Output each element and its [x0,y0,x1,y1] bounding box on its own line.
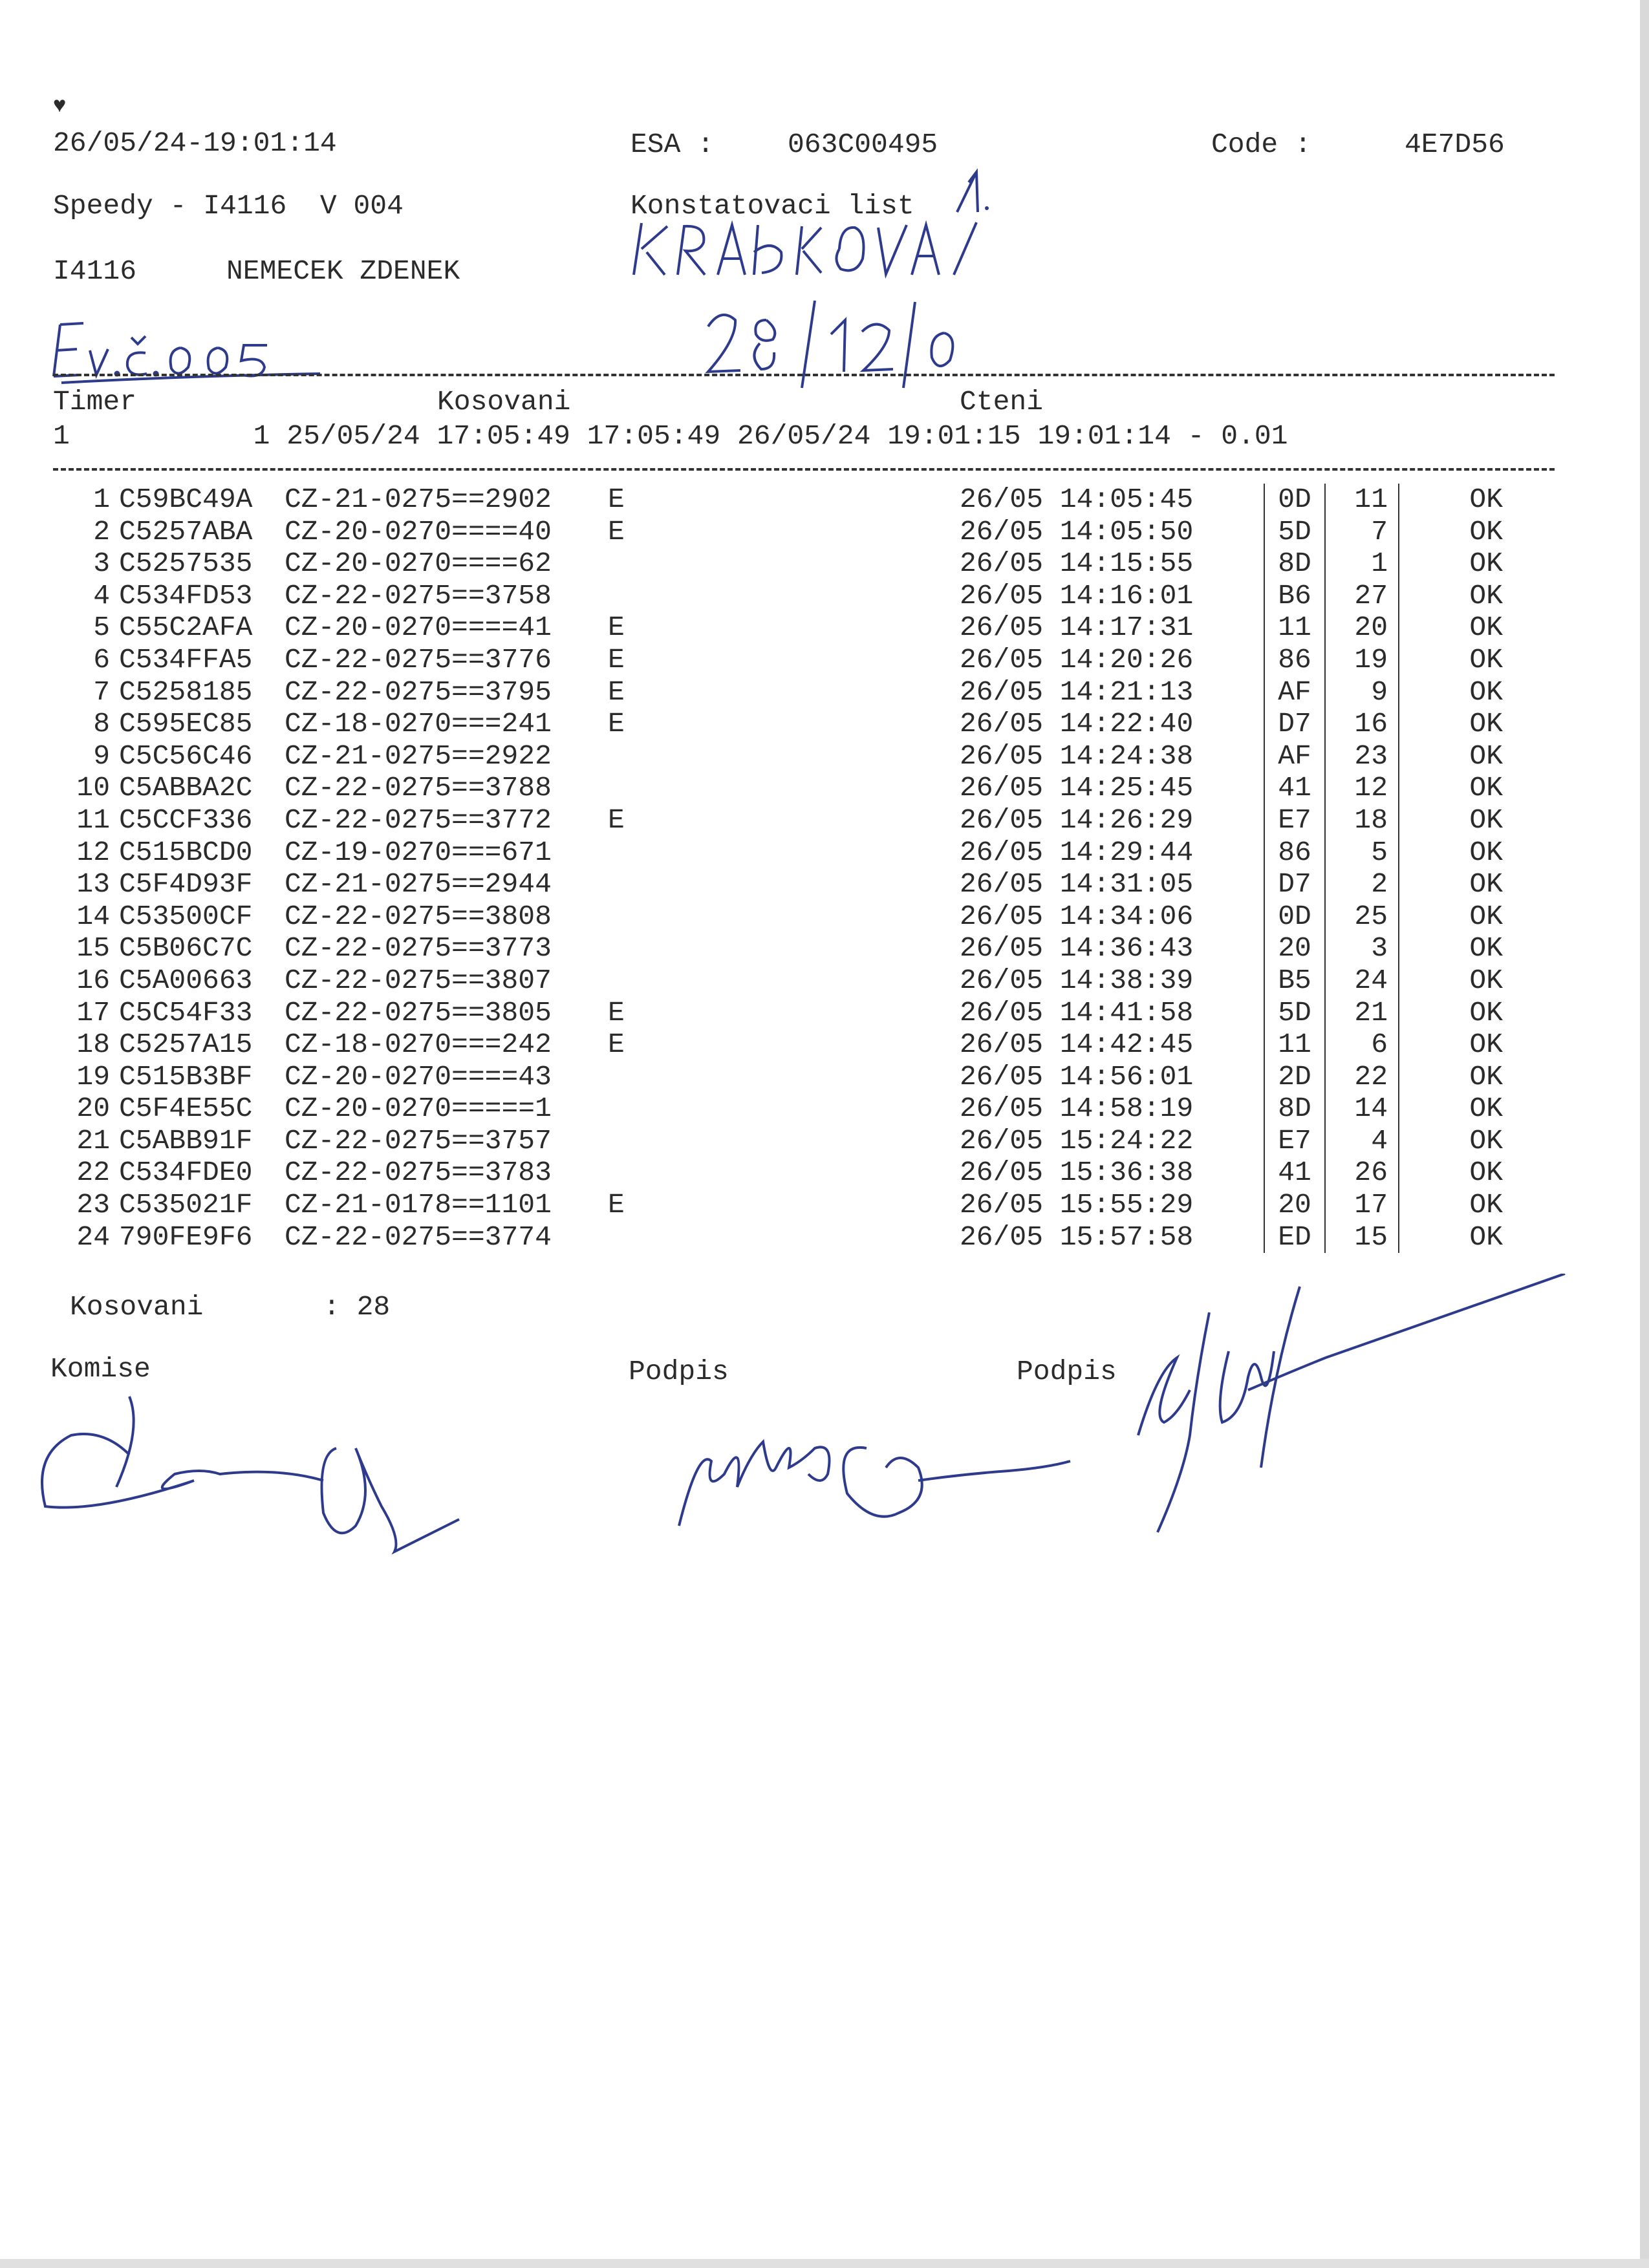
ring-number: CZ-18-0270===242 [285,1029,552,1061]
row-number: 11 [76,804,110,836]
ring-number: CZ-22-0275==3776 [285,643,552,676]
status: OK [1469,868,1503,901]
transponder-id: C5ABBA2C [119,772,253,804]
hex-code: 0D [1264,484,1325,516]
scan-edge-right [1640,0,1649,2268]
ring-number: CZ-20-0270====41 [285,612,552,644]
spacer [647,837,960,869]
kosovani-total-label: Kosovani [70,1291,204,1323]
spacer [647,612,960,644]
arrival-time: 26/05 14:17:31 [960,612,1194,644]
code-label: Code : [1211,129,1311,160]
row-number: 23 [76,1189,110,1221]
hex-code: 8D [1264,548,1325,580]
status: OK [1469,932,1503,965]
spacer [647,932,960,965]
row-number: 19 [76,1060,110,1093]
table-row [58,1157,1503,1189]
hex-code: 41 [1264,772,1325,804]
status: OK [1469,740,1503,772]
table-row [58,1093,1503,1125]
arrival-time: 26/05 14:29:44 [960,836,1194,868]
position: 11 [1325,484,1399,516]
transponder-id: C5A00663 [119,964,253,996]
arrival-time: 26/05 14:16:01 [960,579,1194,612]
table-row [58,901,1503,933]
ring-number: CZ-20-0270=====1 [285,1093,552,1125]
ring-number: CZ-22-0275==3807 [285,964,552,996]
ring-number: CZ-22-0275==3805 [285,996,552,1029]
table-row [58,740,1503,773]
status: OK [1469,1029,1503,1061]
spacer [647,644,960,676]
transponder-id: C5257A15 [119,1029,253,1061]
signature-podpis-1 [673,1396,1073,1565]
handwritten-place [627,213,989,284]
owner-name: NEMECEK ZDENEK [226,255,460,287]
hex-code: 86 [1264,644,1325,676]
heart-icon: ♥ [53,94,67,119]
arrival-time: 26/05 14:25:45 [960,772,1194,804]
position: 20 [1325,612,1399,644]
table-row [58,1061,1503,1093]
transponder-id: C515B3BF [119,1060,253,1093]
print-datetime: 26/05/24-19:01:14 [53,127,337,159]
flag [608,740,647,773]
flag: E [608,708,625,740]
position: 7 [1325,516,1399,548]
arrival-time: 26/05 14:56:01 [960,1060,1194,1093]
spacer [647,901,960,933]
transponder-id: 790FE9F6 [119,1221,253,1253]
transponder-id: C55C2AFA [119,612,253,644]
spacer [647,1221,960,1254]
ring-number: CZ-22-0275==3774 [285,1221,552,1253]
row-number: 8 [93,708,110,740]
arrival-time: 26/05 14:05:45 [960,484,1194,515]
position: 5 [1325,837,1399,869]
position: 25 [1325,901,1399,933]
table-row [58,708,1503,740]
spacer [647,1029,960,1061]
arrival-time: 26/05 14:20:26 [960,643,1194,676]
table-row [58,580,1503,612]
row-number: 20 [76,1093,110,1125]
arrival-time: 26/05 14:36:43 [960,932,1194,965]
row-number: 10 [76,772,110,804]
table-row [58,804,1503,837]
position: 24 [1325,965,1399,997]
flag: E [608,1029,625,1061]
spacer [647,868,960,901]
ring-number: CZ-21-0275==2902 [285,484,552,515]
separator-top [53,374,1555,376]
ring-number: CZ-20-0270====43 [285,1060,552,1093]
row-number: 3 [93,548,110,580]
spacer [647,708,960,740]
spacer [647,997,960,1029]
ring-number: CZ-22-0275==3808 [285,900,552,932]
position: 6 [1325,1029,1399,1061]
ring-number: CZ-20-0270====40 [285,515,552,548]
position: 1 [1325,548,1399,580]
position: 3 [1325,932,1399,965]
timer-line: 1 1 25/05/24 17:05:49 17:05:49 26/05/24 19:01:15 19:01:14 - 0.01 [53,420,1288,452]
status: OK [1469,708,1503,740]
arrival-time: 26/05 14:41:58 [960,996,1194,1029]
transponder-id: C534FDE0 [119,1157,253,1189]
arrival-time: 26/05 14:38:39 [960,964,1194,996]
hex-code: 11 [1264,1029,1325,1061]
ring-number: CZ-22-0275==3795 [285,676,552,708]
hex-code: AF [1264,676,1325,709]
row-number: 1 [93,484,110,515]
status: OK [1469,900,1503,932]
position: 27 [1325,580,1399,612]
code-value: 4E7D56 [1405,129,1505,160]
status: OK [1469,1157,1503,1189]
table-row [58,644,1503,676]
flag: E [608,996,625,1029]
row-number: 22 [76,1157,110,1189]
transponder-id: C535021F [119,1189,253,1221]
esa-label: ESA : [630,129,715,160]
table-row [58,1221,1503,1254]
row-number: 12 [76,836,110,868]
ring-number: CZ-19-0270===671 [285,836,552,868]
arrival-time: 26/05 14:34:06 [960,900,1194,932]
ring-number: CZ-21-0275==2922 [285,740,552,772]
podpis-label-2: Podpis [1017,1356,1117,1387]
hex-code: 0D [1264,901,1325,933]
status: OK [1469,579,1503,612]
hex-code: E7 [1264,804,1325,837]
spacer [647,1125,960,1157]
row-number: 4 [93,579,110,612]
spacer [647,1061,960,1093]
hex-code: D7 [1264,868,1325,901]
transponder-id: C515BCD0 [119,836,253,868]
position: 15 [1325,1221,1399,1254]
spacer [647,772,960,804]
position: 22 [1325,1061,1399,1093]
row-number: 6 [93,643,110,676]
flag: E [608,804,625,836]
flag: E [608,612,625,644]
transponder-id: C5F4D93F [119,868,253,901]
kosovani-label: Kosovani [437,386,571,418]
transponder-id: C5F4E55C [119,1093,253,1125]
position: 26 [1325,1157,1399,1189]
position: 18 [1325,804,1399,837]
position: 14 [1325,1093,1399,1125]
kosovani-total-value: : 28 [323,1291,391,1323]
spacer [647,1093,960,1125]
document-title: Konstatovaci list [630,190,914,222]
ring-number: CZ-22-0275==3757 [285,1124,552,1157]
table-row [58,932,1503,965]
flag [608,901,647,933]
spacer [647,676,960,709]
ring-number: CZ-21-0275==2944 [285,868,552,901]
table-row [58,965,1503,997]
arrival-time: 26/05 14:05:50 [960,515,1194,548]
signature-komise [32,1390,485,1584]
hex-code: E7 [1264,1125,1325,1157]
results-table [58,484,1503,1253]
hex-code: 86 [1264,837,1325,869]
spacer [647,804,960,837]
status: OK [1469,1189,1503,1221]
hex-code: B6 [1264,580,1325,612]
arrival-time: 26/05 14:21:13 [960,676,1194,708]
ring-number: CZ-22-0275==3772 [285,804,552,836]
hex-code: D7 [1264,708,1325,740]
hex-code: 11 [1264,612,1325,644]
position: 17 [1325,1189,1399,1221]
transponder-id: C595EC85 [119,708,253,740]
table-row [58,548,1503,580]
row-number: 21 [76,1124,110,1157]
status: OK [1469,996,1503,1029]
table-row [58,868,1503,901]
hex-code: 5D [1264,997,1325,1029]
status: OK [1469,836,1503,868]
flag [608,548,647,580]
flag [608,772,647,804]
podpis-label-1: Podpis [629,1356,729,1387]
flag [608,1125,647,1157]
status: OK [1469,515,1503,548]
transponder-id: C5B06C7C [119,932,253,965]
spacer [647,580,960,612]
arrival-time: 26/05 15:57:58 [960,1221,1194,1253]
ring-number: CZ-22-0275==3773 [285,932,552,965]
row-number: 2 [93,515,110,548]
table-row [58,612,1503,644]
position: 12 [1325,772,1399,804]
hex-code: B5 [1264,965,1325,997]
flag: E [608,676,625,708]
row-number: 7 [93,676,110,708]
table-row [58,1125,1503,1157]
status: OK [1469,643,1503,676]
row-number: 13 [76,868,110,901]
arrival-time: 26/05 14:24:38 [960,740,1194,772]
status: OK [1469,964,1503,996]
table-row [58,837,1503,869]
position: 23 [1325,740,1399,773]
table-row [58,772,1503,804]
table-row [58,1189,1503,1221]
status: OK [1469,1093,1503,1125]
flag: E [608,1189,625,1221]
flag [608,1157,647,1189]
arrival-time: 26/05 14:22:40 [960,708,1194,740]
ring-number: CZ-22-0275==3783 [285,1157,552,1189]
flag: E [608,484,625,515]
hex-code: 41 [1264,1157,1325,1189]
arrival-time: 26/05 15:55:29 [960,1189,1194,1221]
flag [608,868,647,901]
row-number: 9 [93,740,110,772]
transponder-id: C534FFA5 [119,643,253,676]
status: OK [1469,1060,1503,1093]
ring-number: CZ-20-0270====62 [285,548,552,580]
arrival-time: 26/05 14:15:55 [960,548,1194,580]
row-number: 17 [76,996,110,1029]
transponder-id: C5257ABA [119,515,253,548]
transponder-id: C53500CF [119,900,253,932]
flag: E [608,643,625,676]
flag [608,965,647,997]
flag [608,1221,647,1254]
row-number: 14 [76,900,110,932]
arrival-time: 26/05 14:58:19 [960,1093,1194,1125]
position: 19 [1325,644,1399,676]
status: OK [1469,1124,1503,1157]
esa-value: 063C00495 [788,129,938,160]
hex-code: ED [1264,1221,1325,1254]
flag [608,1093,647,1125]
row-number: 18 [76,1029,110,1061]
arrival-time: 26/05 15:36:38 [960,1157,1194,1189]
hex-code: 5D [1264,516,1325,548]
table-row [58,484,1503,516]
transponder-id: C5257535 [119,548,253,580]
table-row [58,1029,1503,1061]
spacer [647,548,960,580]
table-row [58,997,1503,1029]
transponder-id: C59BC49A [119,484,253,515]
row-number: 24 [76,1221,110,1253]
status: OK [1469,548,1503,580]
flag [608,932,647,965]
position: 21 [1325,997,1399,1029]
timer-label: Timer [53,386,137,418]
cteni-label: Cteni [960,386,1044,418]
arrival-time: 26/05 14:42:45 [960,1029,1194,1061]
transponder-id: C5ABB91F [119,1124,253,1157]
spacer [647,1189,960,1221]
status: OK [1469,484,1503,515]
status: OK [1469,612,1503,644]
flag: E [608,515,625,548]
transponder-id: C5C54F33 [119,996,253,1029]
status: OK [1469,676,1503,708]
status: OK [1469,772,1503,804]
position: 2 [1325,868,1399,901]
transponder-id: C5258185 [119,676,253,708]
separator-bottom [53,468,1555,471]
position: 4 [1325,1125,1399,1157]
spacer [647,740,960,773]
spacer [647,484,960,516]
arrival-time: 26/05 14:26:29 [960,804,1194,836]
hex-code: 20 [1264,932,1325,965]
table-row [58,516,1503,548]
transponder-id: C5C56C46 [119,740,253,772]
device-info: Speedy - I4116 V 004 [53,190,404,222]
status: OK [1469,1221,1503,1253]
hex-code: 20 [1264,1189,1325,1221]
flag [608,580,647,612]
spacer [647,1157,960,1189]
hex-code: 8D [1264,1093,1325,1125]
position: 9 [1325,676,1399,709]
arrival-time: 26/05 15:24:22 [960,1124,1194,1157]
transponder-id: C5CCF336 [119,804,253,836]
flag [608,1061,647,1093]
row-number: 16 [76,964,110,996]
flag [608,837,647,869]
table-row [58,676,1503,709]
komise-label: Komise [50,1353,151,1385]
ring-number: CZ-18-0270===241 [285,708,552,740]
transponder-id: C534FD53 [119,579,253,612]
ring-number: CZ-22-0275==3788 [285,772,552,804]
ring-number: CZ-22-0275==3758 [285,579,552,612]
arrival-time: 26/05 14:31:05 [960,868,1194,901]
scan-edge-bottom [0,2259,1649,2268]
handwritten-date [702,294,986,391]
position: 16 [1325,708,1399,740]
signature-podpis-2 [1080,1274,1571,1545]
status: OK [1469,804,1503,836]
hex-code: AF [1264,740,1325,773]
owner-id: I4116 [53,255,137,287]
hex-code: 2D [1264,1061,1325,1093]
row-number: 15 [76,932,110,965]
spacer [647,516,960,548]
ring-number: CZ-21-0178==1101 [285,1189,552,1221]
row-number: 5 [93,612,110,644]
spacer [647,965,960,997]
